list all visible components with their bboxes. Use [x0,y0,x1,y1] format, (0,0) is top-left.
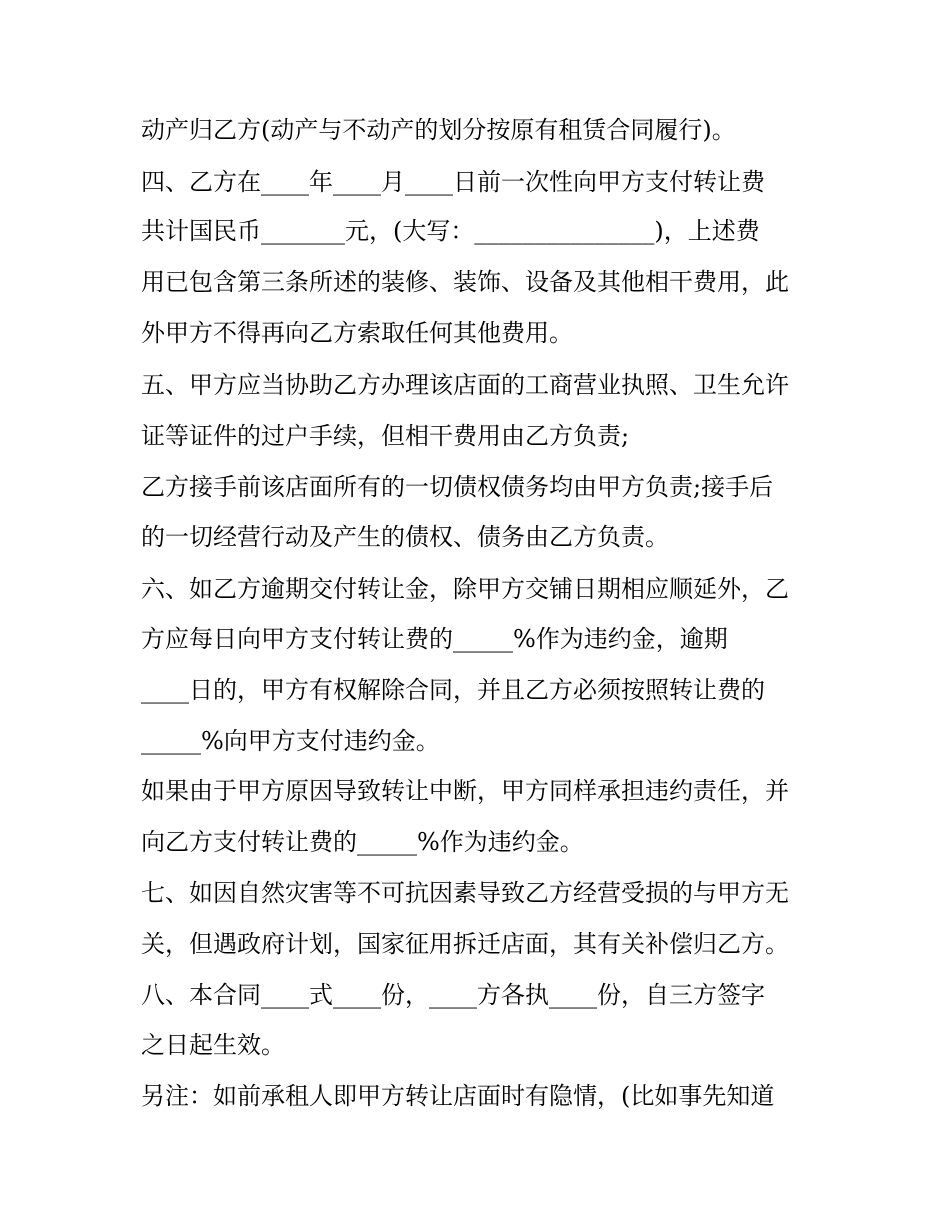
text-line: 八、本合同____式____份，____方各执____份，自三方签字 [141,981,765,1009]
text-line: 六、如乙方逾期交付转让金，除甲方交铺日期相应顺延外，乙 [141,575,789,603]
text-line: 四、乙方在____年____月____日前一次性向甲方支付转让费 [141,168,765,196]
text-line: 关，但遇政府计划，国家征用拆迁店面，其有关补偿归乙方。 [141,930,789,958]
text-line: 另注：如前承租人即甲方转让店面时有隐情，(比如事先知道 [141,1082,775,1110]
text-line: _____%向甲方支付违约金。 [141,727,440,755]
text-line: ____日的，甲方有权解除合同，并且乙方必须按照转让费的 [141,676,765,704]
text-line: 的一切经营行动及产生的债权、债务由乙方负责。 [141,523,669,551]
text-line: 证等证件的过户手续，但相干费用由乙方负责; [141,422,630,450]
text-line: 乙方接手前该店面所有的一切债权债务均由甲方负责;接手后 [141,473,774,501]
text-line: 之日起生效。 [141,1031,285,1059]
text-line: 向乙方支付转让费的_____%作为违约金。 [141,828,584,856]
text-line: 外甲方不得再向乙方索取任何其他费用。 [141,319,573,347]
text-line: 用已包含第三条所述的装修、装饰、设备及其他相干费用，此 [141,268,789,296]
text-line: 如果由于甲方原因导致转让中断，甲方同样承担违约责任，并 [141,777,789,805]
text-line: 方应每日向甲方支付转让费的_____%作为违约金，逾期 [141,625,728,653]
text-line: 动产归乙方(动产与不动产的划分按原有租赁合同履行)。 [141,116,736,144]
text-line: 共计国民币_______元，(大写：_______________)，上述费 [141,217,760,245]
text-line: 五、甲方应当协助乙方办理该店面的工商营业执照、卫生允许 [141,371,789,399]
text-line: 七、如因自然灾害等不可抗因素导致乙方经营受损的与甲方无 [141,879,789,907]
